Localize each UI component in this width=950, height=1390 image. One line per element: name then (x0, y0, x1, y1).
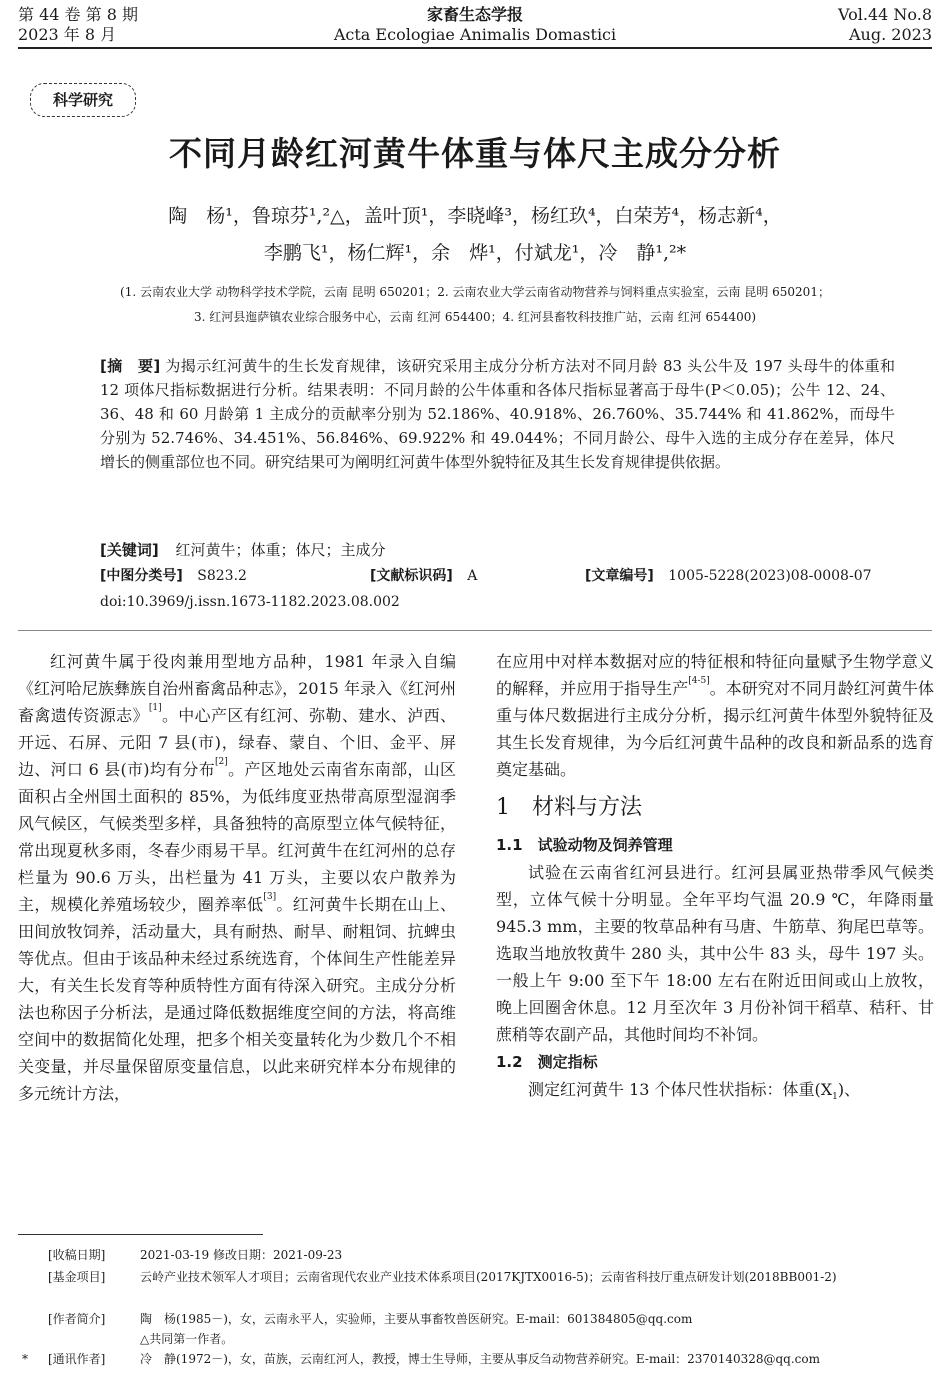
clc-label: [中图分类号] (100, 568, 183, 584)
section-heading-1: 1 材料与方法 (496, 795, 642, 820)
clc-number (100, 566, 247, 586)
journal-title-cn: 家畜生态学报 (426, 5, 523, 24)
header-rule (18, 47, 932, 49)
abstract-rule (18, 630, 932, 631)
paragraph-1-1: 试验在云南省红河县进行。红河县属亚热带季风气候类型，立体气候十分明显。全年平均气温 20.9 ℃，年降雨量 945.3 mm，主要的牧草品种有马唐、牛筋草、狗尾巴草等。选取当地放牧黄牛 280 头，其中公牛 83 头，母牛 197 头。一般上午 9:00 至下午 18:00 左右在附近田间或山上放牧，晚上回圈舍休息。12 月至次年 3 月份补饲干稻草、秸秆、甘蔗稍等农副产品，其他时间均不补饲。 (496, 863, 934, 1044)
affiliations-line-2: 3. 红河县迤萨镇农业综合服务中心，云南 红河 654400；4. 红河县畜牧科技推广站，云南 红河 654400) (193, 310, 757, 324)
art-label: [文章编号] (585, 568, 654, 584)
clc-value: S823.2 (197, 568, 247, 584)
abstract-text: 为揭示红河黄牛的生长发育规律，该研究采用主成分分析方法对不同月龄 83 头公牛及 197 头母牛的体重和 12 项体尺指标数据进行分析。结果表明：不同月龄的公牛体重和各体尺指标显著高于母牛(P＜0.05)；公牛 12、24、36、48 和 60 月龄第 1 主成分的贡献率分别为 52.186%、40.918%、26.760%、35.744% 和 41.862%，而母牛分别为 52.746%、34.451%、56.846%、69.922% 和 49.044%；不同月龄公、母牛入选的主成分存在差异，体尺增长的侧重部位也不同。研究结果可为阐明红河黄牛体型外貌特征及其生长发育规律提供依据。 (100, 357, 895, 471)
footnote-received: [收稿日期] 2021-03-19 修改日期：2021-09-23 (48, 1248, 343, 1262)
body-left-column (18, 648, 456, 1107)
footnote-cofirst: △共同第一作者。 (140, 1332, 234, 1346)
doc-value: A (467, 568, 478, 584)
footnote-corresponding: * [通讯作者] 冷 静(1972－)，女，苗族，云南红河人，教授，博士生导师，主要从事反刍动物营养研究。E-mail：2370140328@qq.com (22, 1352, 821, 1366)
ref-3[interactable]: [3] (263, 892, 277, 902)
issue-date: 2023 年 8 月 (18, 25, 117, 44)
subsection-heading-1-1: 1.1 试验动物及饲养管理 (496, 836, 673, 854)
subsection-heading-1-2: 1.2 测定指标 (496, 1053, 598, 1071)
article-title: 不同月龄红河黄牛体重与体尺主成分分析 (169, 134, 781, 173)
keywords (100, 538, 895, 562)
document-code (370, 566, 477, 586)
ref-1[interactable]: [1] (148, 703, 162, 713)
authors-line-2: 李鹏飞¹，杨仁辉¹，余 烨¹，付斌龙¹，冷 静¹,²* (263, 242, 687, 264)
keywords-text: 红河黄牛；体重；体尺；主成分 (175, 541, 386, 559)
affiliations-line-1: (1. 云南农业大学 动物科学技术学院，云南 昆明 650201；2. 云南农业大学云南省动物营养与饲料重点实验室，云南 昆明 650201； (120, 285, 830, 299)
issue-date-en: Aug. 2023 (849, 25, 932, 44)
journal-title-en: Acta Ecologiae Animalis Domastici (333, 25, 617, 44)
intro-paragraph: 红河黄牛属于役肉兼用型地方品种，1981 年录入自编《红河哈尼族彝族自治州畜禽品种志》，2015 年录入《红河州畜禽遗传资源志》[1]。中心产区有红河、弥勒、建水、泸西、开远、石屏、元阳 7 县(市)，绿春、蒙自、个旧、金平、屏边、河口 6 县(市)均有分布[2]。产区地处云南省东南部，山区面积占全州国土面积的 85%，为低纬度亚热带高原型湿润季风气候区，气候类型多样，具备独特的高原型立体气候特征，常出现夏秋多雨，冬春少雨易干旱。红河黄牛在红河州的总存栏量为 90.6 万头，出栏量为 41 万头，主要以农户散养为主，规模化养殖场较少，圈养率低[3]。红河黄牛长期在山上、田间放牧饲养，活动量大，具有耐热、耐旱、耐粗饲、抗蜱虫等优点。但由于该品种未经过系统选育，个体间生产性能差异大，有关生长发育等种质特性方面有待深入研究。主成分分析法也称因子分析法，是通过降低数据维度空间的方法，将高维空间中的数据简化处理，把多个相关变量转化为少数几个不相关变量，并尽量保留原变量信息，以此来研究样本分布规律的多元统计方法， (18, 652, 456, 1103)
art-value: 1005-5228(2023)08-0008-07 (668, 568, 872, 584)
intro-paragraph-cont: 在应用中对样本数据对应的特征根和特征向量赋予生物学意义的解释，并应用于指导生产[4-5]。本研究对不同月龄红河黄牛体重与体尺数据进行主成分分析，揭示红河黄牛体型外貌特征及其生长发育规律，为今后红河黄牛品种的改良和新品系的选育奠定基础。 (496, 652, 934, 779)
body-right-column (496, 648, 934, 1111)
authors-line-1: 陶 杨¹，鲁琼芬¹,²△，盖叶顶¹，李晓峰³，杨红玖⁴，白荣芳⁴，杨志新⁴， (168, 205, 782, 227)
volume-issue-en: Vol.44 No.8 (838, 5, 932, 24)
section-tag: 科学研究 (30, 83, 136, 117)
abstract (100, 354, 895, 474)
abstract-label: [摘 要] (100, 357, 161, 375)
footnote-rule (18, 1234, 263, 1235)
keywords-label: [关键词] (100, 541, 159, 559)
article-number (585, 566, 872, 586)
ref-4-5[interactable]: [4-5] (688, 676, 710, 686)
footnote-funding: [基金项目] 云岭产业技术领军人才项目；云南省现代农业产业技术体系项目(2017KJTX0016-5)；云南省科技厅重点研发计划(2018BB001-2) (48, 1270, 837, 1284)
doi-link[interactable]: doi:10.3969/j.issn.1673-1182.2023.08.002 (100, 594, 400, 610)
footnote-author: [作者简介] 陶 杨(1985－)，女，云南永平人，实验师，主要从事畜牧兽医研究。E-mail：601384805@qq.com (48, 1312, 693, 1326)
ref-2[interactable]: [2] (215, 757, 228, 767)
paragraph-1-2: 测定红河黄牛 13 个体尺性状指标：体重$(X_1)$、 (528, 1080, 861, 1103)
doc-label: [文献标识码] (370, 568, 453, 584)
volume-issue: 第 44 卷 第 8 期 (18, 5, 138, 24)
